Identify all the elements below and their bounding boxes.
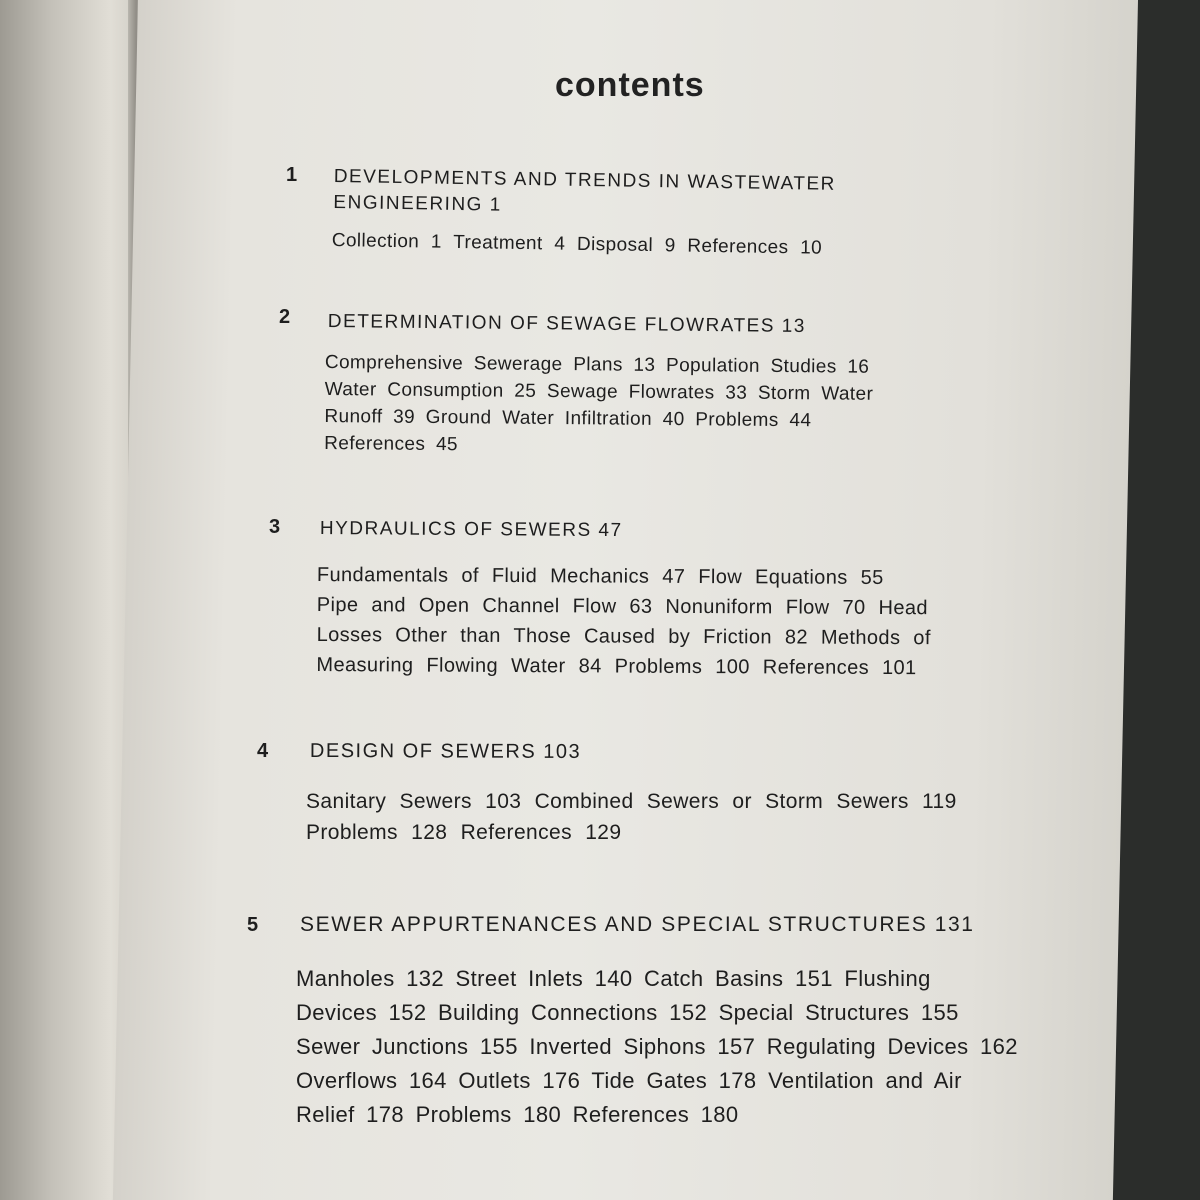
chapter-4-title-line-1: DESIGN OF SEWERS 103 [309, 740, 582, 763]
chapter-1-entry-line-1: Collection 1 Treatment 4 Disposal 9 References 10 [331, 229, 823, 259]
chapter-3-entries [316, 560, 931, 683]
chapter-5-title [300, 912, 975, 938]
chapter-3-title-line-1: HYDRAULICS OF SEWERS 47 [319, 517, 623, 542]
chapter-2-title-line-1: DETERMINATION OF SEWAGE FLOWRATES 13 [327, 310, 806, 338]
chapter-5-number: 5 [247, 914, 259, 936]
chapter-1-title-line-2: ENGINEERING 1 [333, 191, 502, 216]
page-title: contents [555, 66, 705, 104]
chapter-2-entry-line-3: Runoff 39 Ground Water Infiltration 40 Problems 44 [324, 405, 812, 432]
chapter-5-title-line-1: SEWER APPURTENANCES AND SPECIAL STRUCTURES 131 [300, 913, 975, 936]
chapter-3-entry-line-4: Measuring Flowing Water 84 Problems 100 References 101 [316, 653, 917, 680]
chapter-2-entry-line-1: Comprehensive Sewerage Plans 13 Population Studies 16 [324, 351, 870, 378]
chapter-5-entry-line-4: Overflows 164 Outlets 176 Tide Gates 178 Ventilation and Air [296, 1068, 962, 1093]
chapter-2-entries [324, 349, 874, 462]
chapter-1-entries [332, 227, 823, 262]
chapter-4-title [310, 738, 581, 765]
chapter-2-entry-line-4: References 45 [324, 432, 459, 456]
chapter-2-number: 2 [279, 306, 291, 328]
chapter-5-entry-line-5: Relief 178 Problems 180 References 180 [296, 1102, 739, 1127]
chapter-4-entry-line-2: Problems 128 References 129 [306, 821, 622, 844]
chapter-4-entry-line-1: Sanitary Sewers 103 Combined Sewers or Storm Sewers 119 [306, 790, 957, 813]
chapter-3-entry-line-1: Fundamentals of Fluid Mechanics 47 Flow Equations 55 [316, 563, 884, 589]
chapter-5-entry-line-3: Sewer Junctions 155 Inverted Siphons 157 Regulating Devices 162 [296, 1034, 1018, 1059]
chapter-2-title [328, 309, 806, 340]
chapter-3-number: 3 [269, 516, 281, 538]
chapter-4-number: 4 [257, 740, 269, 762]
chapter-2-entry-line-2: Water Consumption 25 Sewage Flowrates 33 Storm Water [324, 378, 874, 405]
chapter-3-entry-line-2: Pipe and Open Channel Flow 63 Nonuniform Flow 70 Head [316, 593, 929, 620]
chapter-5-entries [296, 962, 1018, 1132]
chapter-5-entry-line-1: Manholes 132 Street Inlets 140 Catch Basins 151 Flushing [296, 966, 931, 991]
chapter-1-title [333, 164, 836, 224]
chapter-1-number: 1 [286, 164, 298, 186]
chapter-3-entry-line-3: Losses Other than Those Caused by Friction 82 Methods of [316, 623, 931, 650]
chapter-3-title [320, 516, 623, 544]
chapter-1-title-line-1: DEVELOPMENTS AND TRENDS IN WASTEWATER [333, 165, 836, 195]
chapter-4-entries [306, 786, 957, 848]
chapter-5-entry-line-2: Devices 152 Building Connections 152 Special Structures 155 [296, 1000, 959, 1025]
